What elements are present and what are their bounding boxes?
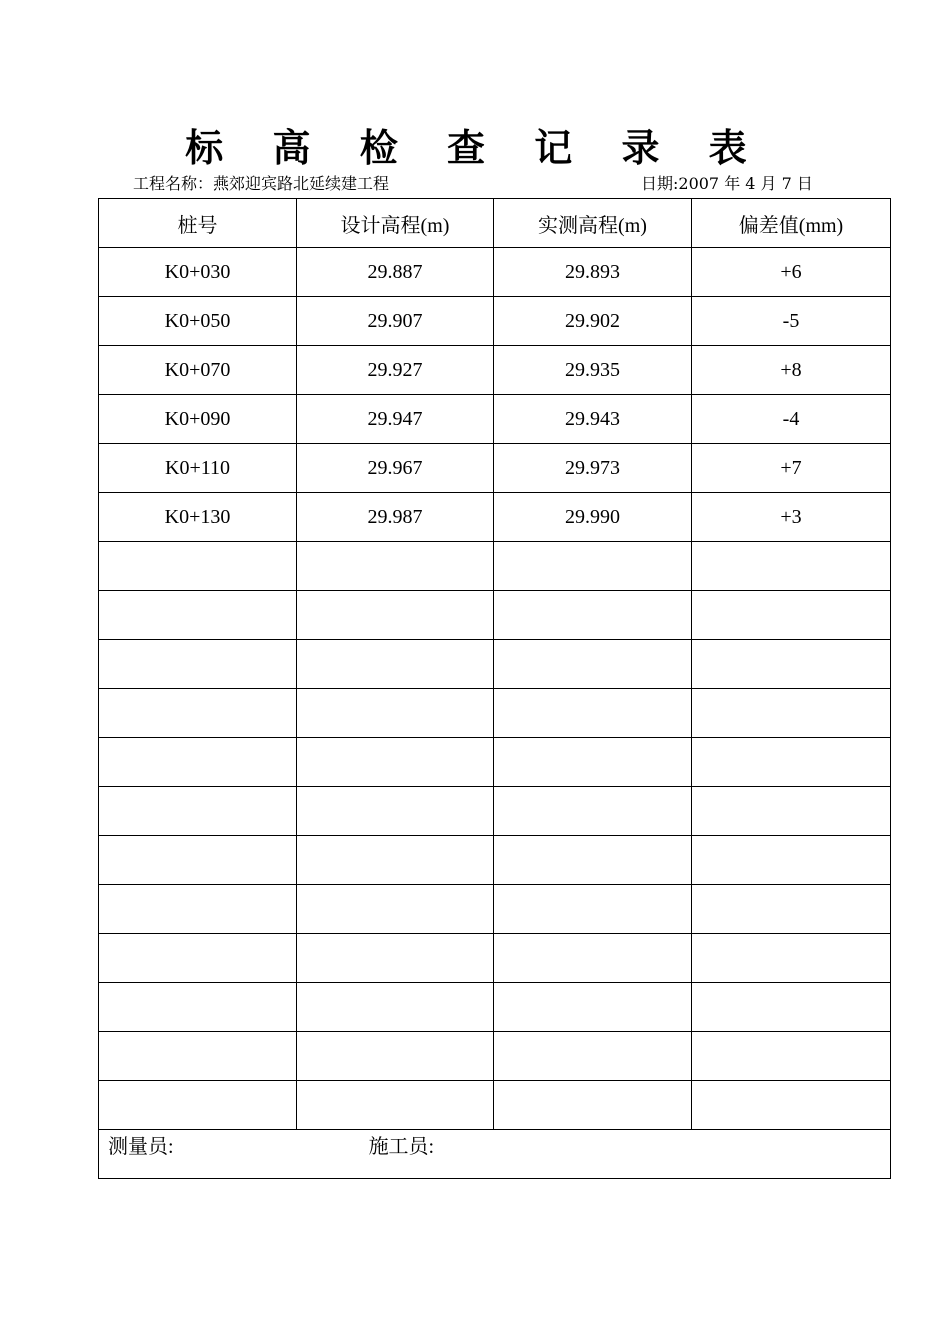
empty-row [99,983,891,1032]
empty-cell [99,787,297,836]
empty-cell [297,1081,494,1130]
empty-cell [99,591,297,640]
empty-row [99,934,891,983]
deviation-cell: -4 [692,395,891,444]
constructor-label: 施工员: [368,1136,435,1158]
measured-elevation-cell: 29.893 [494,248,692,297]
header-station: 桩号 [99,199,297,248]
empty-cell [692,689,891,738]
empty-cell [99,542,297,591]
empty-cell [297,787,494,836]
table-row [99,395,891,444]
design-elevation-cell: 29.887 [297,248,494,297]
table-row [99,493,891,542]
empty-cell [692,836,891,885]
station-cell: K0+090 [99,395,297,444]
empty-cell [692,787,891,836]
empty-row [99,885,891,934]
measured-elevation-cell: 29.973 [494,444,692,493]
empty-row [99,1081,891,1130]
design-elevation-cell: 29.907 [297,297,494,346]
empty-cell [99,836,297,885]
table-row [99,444,891,493]
empty-row [99,738,891,787]
station-cell: K0+070 [99,346,297,395]
empty-cell [692,1081,891,1130]
deviation-cell: +6 [692,248,891,297]
empty-cell [99,1081,297,1130]
empty-cell [297,885,494,934]
header-design-elevation: 设计高程(m) [297,199,494,248]
empty-cell [494,591,692,640]
empty-cell [297,983,494,1032]
empty-cell [494,1032,692,1081]
measured-elevation-cell: 29.943 [494,395,692,444]
empty-cell [297,934,494,983]
empty-row [99,836,891,885]
empty-cell [297,836,494,885]
project-name: 工程名称：燕郊迎宾路北延续建工程 [133,174,390,193]
empty-row [99,542,891,591]
empty-row [99,591,891,640]
header-measured-elevation: 实测高程(m) [494,199,692,248]
deviation-cell: +8 [692,346,891,395]
measured-elevation-cell: 29.990 [494,493,692,542]
deviation-cell: +7 [692,444,891,493]
empty-cell [494,640,692,689]
header-row [99,199,891,248]
empty-cell [297,1032,494,1081]
header-deviation: 偏差值(mm) [692,199,891,248]
empty-cell [494,885,692,934]
elevation-table [98,198,891,1179]
table-row [99,346,891,395]
empty-cell [494,542,692,591]
signature-row [99,1130,891,1179]
empty-cell [692,983,891,1032]
empty-cell [99,983,297,1032]
empty-cell [494,689,692,738]
empty-cell [692,934,891,983]
empty-cell [494,983,692,1032]
empty-row [99,689,891,738]
design-elevation-cell: 29.967 [297,444,494,493]
empty-cell [692,1032,891,1081]
station-cell: K0+110 [99,444,297,493]
empty-cell [99,640,297,689]
deviation-cell: +3 [692,493,891,542]
empty-row [99,787,891,836]
empty-cell [494,787,692,836]
station-cell: K0+030 [99,248,297,297]
deviation-cell: -5 [692,297,891,346]
empty-cell [494,836,692,885]
empty-cell [297,738,494,787]
measured-elevation-cell: 29.902 [494,297,692,346]
empty-cell [494,1081,692,1130]
empty-cell [692,738,891,787]
empty-cell [297,689,494,738]
empty-cell [692,542,891,591]
station-cell: K0+130 [99,493,297,542]
empty-cell [692,591,891,640]
design-elevation-cell: 29.987 [297,493,494,542]
empty-cell [297,542,494,591]
surveyor-label: 测量员: [108,1136,174,1158]
table-row [99,297,891,346]
empty-cell [692,640,891,689]
empty-cell [494,934,692,983]
empty-cell [99,934,297,983]
empty-cell [692,885,891,934]
empty-cell [99,689,297,738]
measured-elevation-cell: 29.935 [494,346,692,395]
empty-cell [494,738,692,787]
station-cell: K0+050 [99,297,297,346]
empty-cell [99,738,297,787]
empty-row [99,640,891,689]
record-date: 日期:2007 年 4 月 7 日 [641,174,813,193]
table-row [99,248,891,297]
empty-cell [99,885,297,934]
design-elevation-cell: 29.947 [297,395,494,444]
empty-cell [297,591,494,640]
empty-cell [297,640,494,689]
form-title: 标 高 检 查 记 录 表 [185,126,765,170]
design-elevation-cell: 29.927 [297,346,494,395]
signature-cell [99,1130,891,1179]
empty-cell [99,1032,297,1081]
empty-row [99,1032,891,1081]
